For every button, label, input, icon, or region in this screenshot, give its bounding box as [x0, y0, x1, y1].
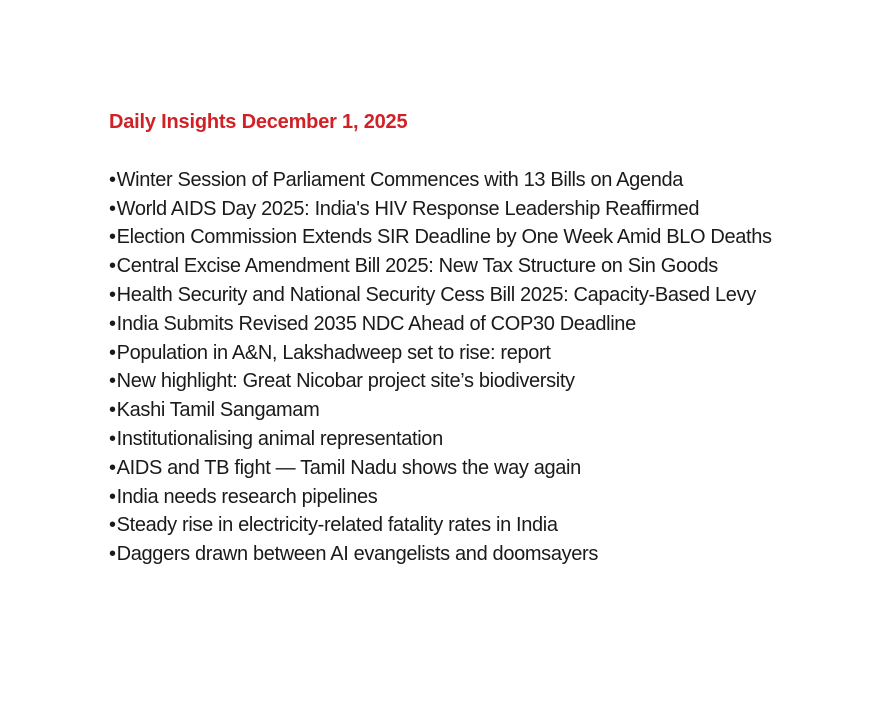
headline-text: Population in A&N, Lakshadweep set to rise: report [116, 341, 551, 364]
headline-text: India Submits Revised 2035 NDC Ahead of COP30 Deadline [116, 312, 636, 335]
headline-item [109, 281, 879, 310]
bullet-glyph: • [109, 543, 116, 566]
headline-text: Steady rise in electricity-related fatality rates in India [116, 514, 558, 537]
bullet-glyph: • [109, 485, 116, 508]
headline-text: Daggers drawn between AI evangelists and doomsayers [116, 543, 598, 566]
headline-item [109, 339, 879, 368]
headline-text: New highlight: Great Nicobar project site’s biodiversity [116, 370, 575, 393]
bullet-glyph: • [109, 255, 116, 278]
headline-text: India needs research pipelines [116, 485, 378, 508]
headline-item [109, 425, 879, 454]
bullet-glyph: • [109, 427, 116, 450]
headline-item [109, 195, 879, 224]
headline-item [109, 166, 879, 195]
bullet-glyph: • [109, 399, 116, 422]
page-title: Daily Insights December 1, 2025 [109, 111, 408, 133]
headline-item [109, 396, 879, 425]
bullet-glyph: • [109, 312, 116, 335]
bullet-glyph: • [109, 456, 116, 479]
headline-item [109, 310, 879, 339]
headline-item [109, 454, 879, 483]
headline-text: Health Security and National Security Cess Bill 2025: Capacity-Based Levy [116, 283, 756, 306]
headline-item [109, 483, 879, 512]
headline-text: Election Commission Extends SIR Deadline by One Week Amid BLO Deaths [116, 226, 772, 249]
headline-text: Winter Session of Parliament Commences with 13 Bills on Agenda [116, 168, 684, 191]
headline-item [109, 511, 879, 540]
bullet-glyph: • [109, 370, 116, 393]
headline-list [109, 166, 879, 569]
headline-text: World AIDS Day 2025: India's HIV Response Leadership Reaffirmed [116, 197, 700, 220]
bullet-glyph: • [109, 197, 116, 220]
bullet-glyph: • [109, 168, 116, 191]
bullet-glyph: • [109, 341, 116, 364]
headline-item [109, 367, 879, 396]
headline-item [109, 223, 879, 252]
bullet-glyph: • [109, 226, 116, 249]
headline-text: Institutionalising animal representation [116, 427, 443, 450]
headline-text: AIDS and TB fight — Tamil Nadu shows the way again [116, 456, 581, 479]
bullet-glyph: • [109, 514, 116, 537]
headline-item [109, 540, 879, 569]
headline-text: Central Excise Amendment Bill 2025: New Tax Structure on Sin Goods [116, 255, 718, 278]
slide [109, 108, 879, 569]
bullet-glyph: • [109, 283, 116, 306]
headline-text: Kashi Tamil Sangamam [116, 399, 320, 422]
headline-item [109, 252, 879, 281]
